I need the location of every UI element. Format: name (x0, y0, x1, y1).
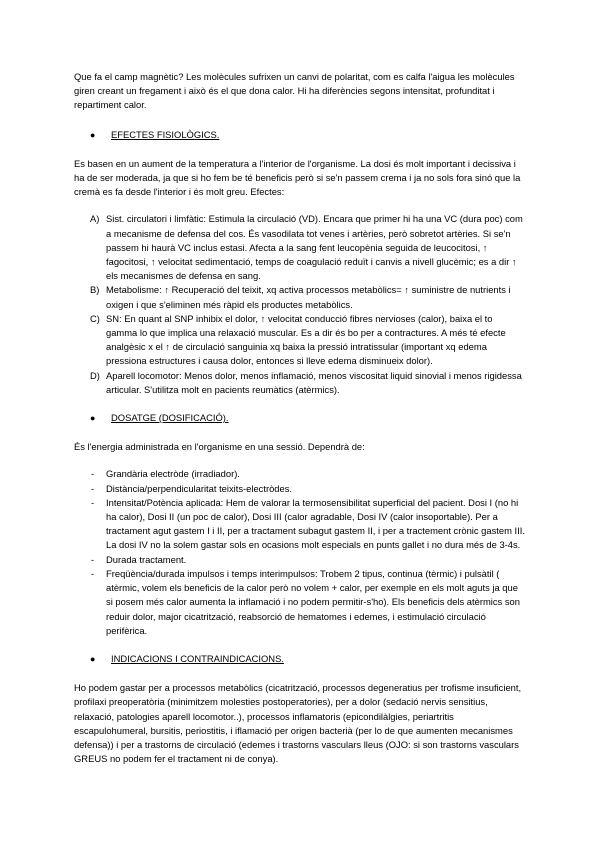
intro-paragraph: Que fa el camp magnètic? Les molècules sufrixen un canvi de polaritat, com es calfa l'aigua les molècules giren creant un fregament i això és el que dona calor. Hi ha diferències segons intensitat, profunditat i repartiment calor. (74, 71, 515, 111)
list-marker: A) (90, 213, 100, 225)
bullet-icon: ● (90, 129, 96, 140)
bullet-icon: ● (90, 653, 96, 664)
list-item-text: Sist. circulatori i limfàtic: Estimula la circulació (VD). Encara que primer hi ha una VC (dura poc) com a mecanisme de defensa del cos. És vasodilata tot venes i artèries, però sobretot artèries. Si se'n passem hi haurà VC inclus estasi. Afecta a la sang fent leucopènia seguida de leucocitosi, ↑ fagocitosi, ↑ velocitat sedimentació, temps de coagulació reduït i canvis a nivell glucèmic; es a dir ↑ els mecanismes de defensa en sang. (106, 213, 523, 282)
list-item (74, 212, 526, 283)
list-item-text: Distància/perpendicularitat teixits-electròdes. (106, 482, 293, 494)
list-marker: - (91, 553, 95, 565)
list-item (74, 482, 526, 496)
bullet-icon: ● (90, 413, 96, 424)
list-item-text: Intensitat/Potència aplicada: Hem de valorar la termosensibilitat superficial del pacient. Dosi I (no hi ha calor), Dosi II (un poc de calor), Dosi III (calor agradable, Dosi IV (calor insoportable). Per a tractament agut gastem I i II, per a tractament subagut gastem II, i per a tractement crònic gastem III. La dosi IV no la solem gastar sols en ocasions molt especials en punts gallet i no dura més de 3-4s. (106, 496, 525, 551)
list-item-text: Aparell locomotor: Menos dolor, menos inflamació, menos viscositat liquid sinovial i menos rigidessa articular. S'utilitza molt en pacients reumàtics (atèrmics). (106, 369, 522, 395)
list-item (74, 283, 526, 311)
list-marker: - (91, 468, 95, 480)
list-item-text: Freqüència/durada impulsos i temps interimpulsos: Trobem 2 tipus, continua (tèrmic) i pulsàtil ( atèrmic, volem els beneficis de la calor però no volem + calor, per exemple en els molt aguts ja que si posem més calor aumenta la inflamació i no podem permitir-s'ho). Els beneficis dels atèrmics son reduir dolor, major cicatrització, reabsorció de hematomes i edemes, i estimulació circulació perifèrica. (106, 567, 520, 636)
list-item-text: Metabolisme: ↑ Recuperació del teixit, xq activa processos metabòlics= ↑ suministre de nutrients i oxigen i que s'eliminen més ràpid els productes metabòlics. (106, 284, 511, 310)
section-title: INDICACIONS I CONTRAINDICACIONS. (111, 652, 284, 664)
list-item-text: SN: En quant al SNP inhibix el dolor, ↑ velocitat conducció fibres nervioses (calor), baixa el to gamma lo que implica una relaxació muscular. Es a dir és bo per a contractures. A més té efecte analgèsic x el ↑ de circulació sanguinia xq baixa la pressió intratissular (important xq edema pressiona estructures i causa dolor, entonces si lleve edema disminueix dolor). (106, 312, 506, 367)
section-paragraph: Ho podem gastar per a processos metabòlics (cicatrització, processos degeneratius per trofisme insuficient, profilaxi preoperatòria (minimitzem molesties postoperatories), per a dolor (sedació nervis sensitius, relaxació, patologies aparell locomotor..), processos inflamatoris (epicondilàlgies, periartritis escapulohumeral, bursitis, periostitis, i iflamació per origen bacterià (per lo de que aumenten mecanismes defensa)) i per a trastorns de circulació (edemes i trastorns vasculars lleus (OJO: si son trastorns vasculars GREUS no podem fer el tractament ni de conya). (74, 682, 522, 765)
list-item (74, 369, 526, 397)
list-item (74, 467, 526, 481)
dosage-list (74, 467, 526, 637)
list-marker: - (91, 567, 95, 579)
list-item (74, 553, 526, 567)
list-marker: C) (90, 312, 100, 324)
list-item (74, 312, 526, 369)
section-heading-indicacions (90, 652, 526, 666)
section-paragraph: Es basen en un aument de la temperatura a l'interior de l'organisme. La dosi és molt important i decissiva i ha de ser moderada, ja que si ho fem be té beneficis però si se'n passem crema i ja no sols fora sinó que la cremà es fa desde l'interior i és molt greu. Efectes: (74, 157, 521, 198)
section-title: EFECTES FISIOLÒGICS. (111, 128, 220, 140)
document-page (74, 70, 526, 779)
list-item (74, 567, 526, 638)
list-marker: D) (90, 369, 100, 381)
section-title: DOSATGE (DOSIFICACIÓ). (111, 412, 229, 424)
section-paragraph: És l'energia administrada en l'organisme en una sessió. Dependrà de: (74, 441, 365, 453)
list-item-text: Durada tractament. (106, 553, 187, 565)
section-heading-dosatge (90, 411, 526, 425)
list-marker: - (91, 496, 95, 508)
effects-list (74, 212, 526, 397)
list-marker: - (91, 482, 95, 494)
list-item (74, 496, 526, 553)
list-item-text: Grandària electròde (irradiador). (106, 468, 240, 480)
list-marker: B) (90, 284, 100, 296)
section-heading-efectes (90, 128, 526, 142)
